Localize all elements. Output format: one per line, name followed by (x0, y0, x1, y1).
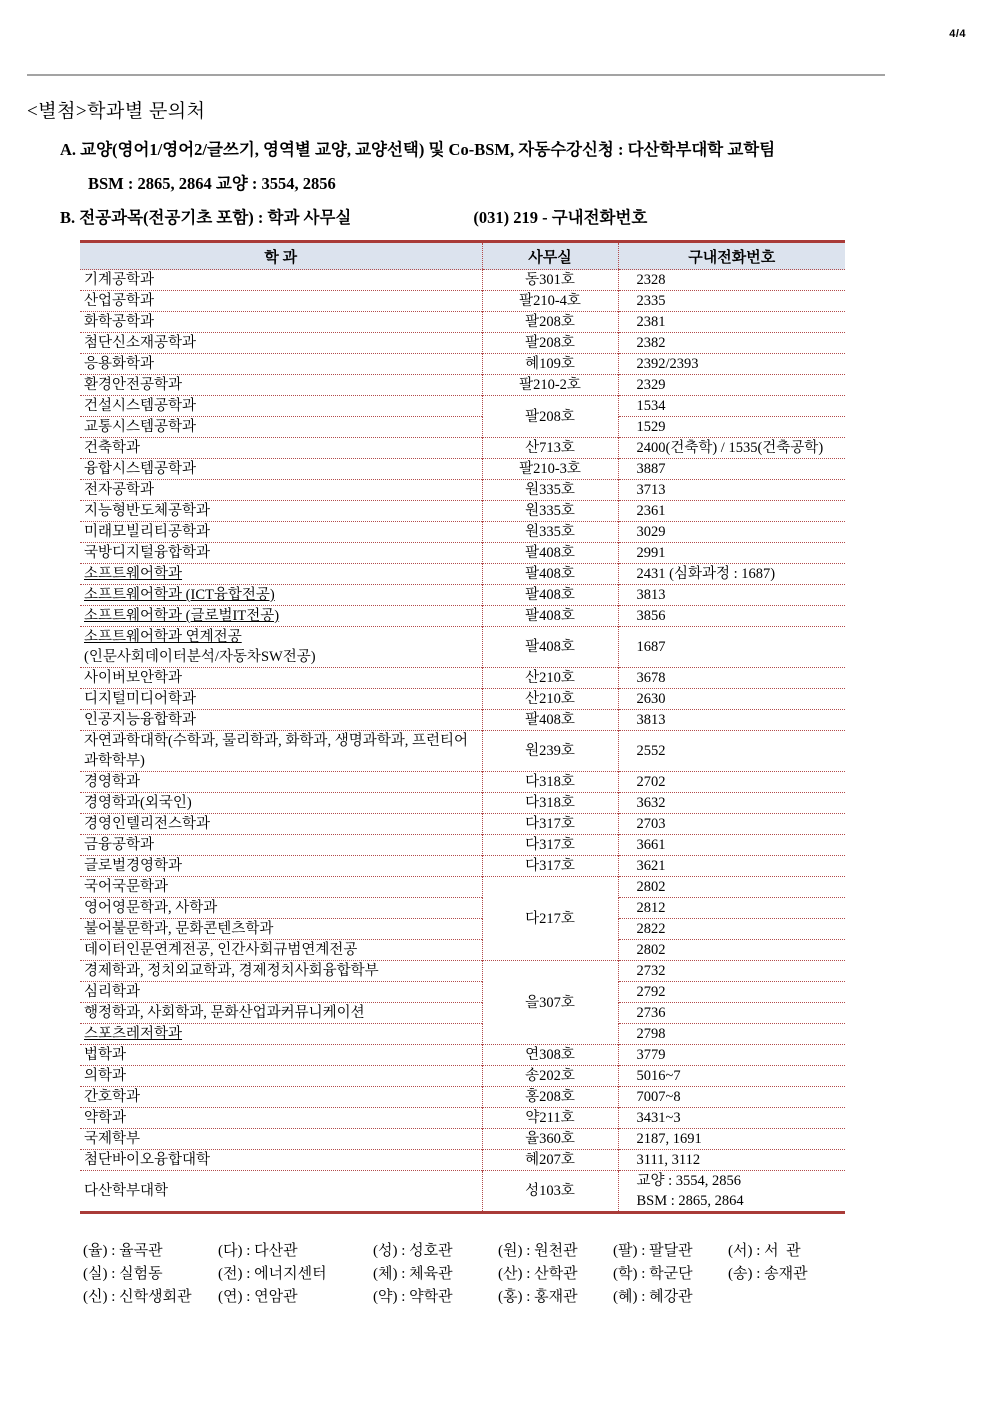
phone-cell: 2392/2393 (618, 354, 845, 375)
dept-cell: 소프트웨어학과 (ICT융합전공) (80, 585, 482, 606)
table-row (80, 333, 845, 354)
table-body (80, 270, 845, 1213)
legend-entry: (학) : 학군단 (613, 1266, 693, 1282)
office-cell: 산713호 (482, 438, 618, 459)
item-a-label: A. (60, 140, 77, 159)
table-row (80, 668, 845, 689)
dept-cell: 소프트웨어학과 연계전공 (인문사회데이터분석/자동차SW전공) (80, 627, 482, 668)
item-a-subline: BSM : 2865, 2864 교양 : 3554, 2856 (88, 174, 336, 193)
phone-cell: 2400(건축학) / 1535(건축공학) (618, 438, 845, 459)
legend-entry: (전) : 에너지센터 (218, 1266, 327, 1282)
table-row (80, 961, 845, 982)
dept-cell: 융합시스템공학과 (80, 459, 482, 480)
office-cell: 팔210-3호 (482, 459, 618, 480)
table-row (80, 501, 845, 522)
dept-cell: 첨단바이오융합대학 (80, 1150, 482, 1171)
office-cell: 팔408호 (482, 627, 618, 668)
office-cell: 팔408호 (482, 564, 618, 585)
office-cell: 연308호 (482, 1045, 618, 1066)
table-row (80, 689, 845, 710)
dept-cell: 심리학과 (80, 982, 482, 1003)
table-row (80, 606, 845, 627)
table-row (80, 856, 845, 877)
dept-cell: 건축학과 (80, 438, 482, 459)
table-row (80, 417, 845, 438)
dept-cell: 경영학과 (80, 772, 482, 793)
table-row (80, 1150, 845, 1171)
table-row (80, 1087, 845, 1108)
dept-cell: 경영학과(외국인) (80, 793, 482, 814)
table-row (80, 982, 845, 1003)
dept-cell: 법학과 (80, 1045, 482, 1066)
dept-cell: 데이터인문연계전공, 인간사회규범연계전공 (80, 940, 482, 961)
phone-cell: 2328 (618, 270, 845, 291)
office-cell: 다317호 (482, 835, 618, 856)
office-cell: 다217호 (482, 877, 618, 961)
phone-cell: 2736 (618, 1003, 845, 1024)
office-cell: 팔408호 (482, 606, 618, 627)
legend (83, 1240, 863, 1309)
dept-cell: 의학과 (80, 1066, 482, 1087)
table-row (80, 898, 845, 919)
phone-cell: 2381 (618, 312, 845, 333)
table-row (80, 1045, 845, 1066)
office-cell: 원335호 (482, 522, 618, 543)
dept-cell: 간호학과 (80, 1087, 482, 1108)
phone-cell: 2802 (618, 877, 845, 898)
phone-cell: 3856 (618, 606, 845, 627)
dept-cell: 약학과 (80, 1108, 482, 1129)
table-row (80, 543, 845, 564)
table-row (80, 1024, 845, 1045)
phone-cell: 2792 (618, 982, 845, 1003)
table-row (80, 480, 845, 501)
office-cell: 팔408호 (482, 710, 618, 731)
item-b-label: B. (60, 208, 76, 227)
office-cell: 을307호 (482, 961, 618, 1045)
phone-cell: 3779 (618, 1045, 845, 1066)
col-header-phone: 구내전화번호 (618, 242, 845, 270)
item-a-text: 교양(영어1/영어2/글쓰기, 영역별 교양, 교양선택) 및 Co-BSM, 자동수강신청 : 다산학부대학 교학팀 (80, 140, 776, 159)
table-header-row (80, 242, 845, 270)
office-cell: 원335호 (482, 501, 618, 522)
table-row (80, 1171, 845, 1213)
table-row (80, 1003, 845, 1024)
legend-entry: (혜) : 혜강관 (613, 1289, 693, 1305)
office-cell: 원335호 (482, 480, 618, 501)
phone-cell: 3111, 3112 (618, 1150, 845, 1171)
office-cell: 산210호 (482, 689, 618, 710)
table-row (80, 375, 845, 396)
phone-cell: 교양 : 3554, 2856 BSM : 2865, 2864 (618, 1171, 845, 1213)
phone-cell: 3431~3 (618, 1108, 845, 1129)
dept-cell: 금융공학과 (80, 835, 482, 856)
item-b-line (60, 206, 960, 230)
header-divider (27, 74, 885, 76)
dept-cell: 국제학부 (80, 1129, 482, 1150)
office-cell: 다318호 (482, 772, 618, 793)
dept-cell: 경제학과, 정치외교학과, 경제정치사회융합학부 (80, 961, 482, 982)
dept-cell: 교통시스템공학과 (80, 417, 482, 438)
table-row (80, 1108, 845, 1129)
table-row (80, 1066, 845, 1087)
phone-cell: 2187, 1691 (618, 1129, 845, 1150)
phone-cell: 2702 (618, 772, 845, 793)
phone-cell: 3661 (618, 835, 845, 856)
legend-entry: (체) : 체육관 (373, 1266, 453, 1282)
office-cell: 원239호 (482, 731, 618, 772)
legend-entry: (실) : 실험동 (83, 1266, 163, 1282)
legend-entry: (송) : 송재관 (728, 1266, 808, 1282)
dept-cell: 산업공학과 (80, 291, 482, 312)
office-cell: 팔208호 (482, 312, 618, 333)
table-row (80, 585, 845, 606)
table-row (80, 270, 845, 291)
table-row (80, 627, 845, 668)
office-cell: 율360호 (482, 1129, 618, 1150)
phone-cell: 2431 (심화과정 : 1687) (618, 564, 845, 585)
table-row (80, 438, 845, 459)
legend-entry: (율) : 율곡관 (83, 1243, 163, 1259)
table-row (80, 919, 845, 940)
dept-cell: 첨단신소재공학과 (80, 333, 482, 354)
table-row (80, 835, 845, 856)
phone-cell: 3813 (618, 710, 845, 731)
phone-cell: 5016~7 (618, 1066, 845, 1087)
phone-cell: 1687 (618, 627, 845, 668)
legend-entry: (신) : 신학생회관 (83, 1289, 192, 1305)
office-cell: 팔208호 (482, 333, 618, 354)
dept-cell: 미래모빌리티공학과 (80, 522, 482, 543)
table-row (80, 564, 845, 585)
office-cell: 약211호 (482, 1108, 618, 1129)
dept-cell: 행정학과, 사회학과, 문화산업과커뮤니케이션 (80, 1003, 482, 1024)
legend-entry: (성) : 성호관 (373, 1243, 453, 1259)
office-cell: 다317호 (482, 814, 618, 835)
dept-cell: 영어영문학과, 사학과 (80, 898, 482, 919)
dept-cell: 환경안전공학과 (80, 375, 482, 396)
phone-cell: 1534 (618, 396, 845, 417)
dept-cell: 건설시스템공학과 (80, 396, 482, 417)
table-row (80, 291, 845, 312)
col-header-office: 사무실 (482, 242, 618, 270)
dept-cell: 인공지능융합학과 (80, 710, 482, 731)
phone-cell: 1529 (618, 417, 845, 438)
office-cell: 팔210-2호 (482, 375, 618, 396)
phone-cell: 2335 (618, 291, 845, 312)
dept-cell: 지능형반도체공학과 (80, 501, 482, 522)
office-cell: 팔408호 (482, 543, 618, 564)
table-row (80, 814, 845, 835)
phone-cell: 3887 (618, 459, 845, 480)
dept-cell: 국어국문학과 (80, 877, 482, 898)
dept-cell: 소프트웨어학과 (80, 564, 482, 585)
legend-entry: (연) : 연암관 (218, 1289, 298, 1305)
phone-cell: 2812 (618, 898, 845, 919)
dept-cell: 경영인텔리전스학과 (80, 814, 482, 835)
dept-cell: 소프트웨어학과 (글로벌IT전공) (80, 606, 482, 627)
table-row (80, 459, 845, 480)
table-row (80, 1129, 845, 1150)
table-row (80, 731, 845, 772)
department-table (80, 240, 845, 1214)
phone-cell: 2802 (618, 940, 845, 961)
dept-cell: 글로벌경영학과 (80, 856, 482, 877)
item-b-phone-note: (031) 219 - 구내전화번호 (473, 208, 648, 227)
dept-cell: 응용화학과 (80, 354, 482, 375)
legend-entry: (홍) : 홍재관 (498, 1289, 578, 1305)
office-cell: 팔210-4호 (482, 291, 618, 312)
office-cell: 팔208호 (482, 396, 618, 438)
dept-cell: 기계공학과 (84, 272, 155, 288)
phone-cell: 2798 (618, 1024, 845, 1045)
office-cell: 동301호 (482, 270, 618, 291)
phone-cell: 3713 (618, 480, 845, 501)
table-row (80, 772, 845, 793)
office-cell: 팔408호 (482, 585, 618, 606)
dept-cell: 스포츠레저학과 (80, 1024, 482, 1045)
phone-cell: 2991 (618, 543, 845, 564)
office-cell: 송202호 (482, 1066, 618, 1087)
phone-cell: 3813 (618, 585, 845, 606)
legend-entry: (산) : 산학관 (498, 1266, 578, 1282)
office-cell: 산210호 (482, 668, 618, 689)
legend-entry: (약) : 약학관 (373, 1289, 453, 1305)
dept-cell: 불어불문학과, 문화콘텐츠학과 (80, 919, 482, 940)
page-title: <별첨>학과별 문의처 (27, 101, 206, 122)
legend-entry: (팔) : 팔달관 (613, 1243, 693, 1259)
table-row (80, 312, 845, 333)
table-row (80, 940, 845, 961)
office-cell: 다318호 (482, 793, 618, 814)
office-cell: 혜207호 (482, 1150, 618, 1171)
phone-cell: 2329 (618, 375, 845, 396)
phone-cell: 3029 (618, 522, 845, 543)
phone-cell: 2361 (618, 501, 845, 522)
legend-entry: (원) : 원천관 (498, 1243, 578, 1259)
dept-cell: 자연과학대학(수학과, 물리학과, 화학과, 생명과학과, 프런티어 과학학부) (80, 731, 482, 772)
dept-cell: 국방디지털융합학과 (80, 543, 482, 564)
phone-cell: 3678 (618, 668, 845, 689)
table-row (80, 522, 845, 543)
dept-cell: 사이버보안학과 (80, 668, 482, 689)
dept-cell: 디지털미디어학과 (80, 689, 482, 710)
table-row (80, 877, 845, 898)
office-cell: 혜109호 (482, 354, 618, 375)
table-row (80, 354, 845, 375)
office-cell: 다317호 (482, 856, 618, 877)
phone-cell: 2732 (618, 961, 845, 982)
phone-cell: 2822 (618, 919, 845, 940)
page-number: 4/4 (949, 28, 966, 40)
phone-cell: 3632 (618, 793, 845, 814)
phone-cell: 2552 (618, 731, 845, 772)
table-row (80, 710, 845, 731)
dept-cell: 다산학부대학 (80, 1171, 482, 1213)
table-row (80, 793, 845, 814)
phone-cell: 2382 (618, 333, 845, 354)
legend-entry: (서) : 서 관 (728, 1243, 801, 1259)
department-table-wrap (80, 240, 845, 1214)
dept-cell: 전자공학과 (80, 480, 482, 501)
col-header-dept: 학 과 (80, 242, 482, 270)
item-b-text: 전공과목(전공기초 포함) : 학과 사무실 (79, 208, 352, 227)
dept-cell: 화학공학과 (80, 312, 482, 333)
legend-entry: (다) : 다산관 (218, 1243, 298, 1259)
table-head (80, 242, 845, 270)
phone-cell: 2703 (618, 814, 845, 835)
office-cell: 홍208호 (482, 1087, 618, 1108)
office-cell: 성103호 (482, 1171, 618, 1213)
item-a-line (60, 138, 960, 162)
phone-cell: 7007~8 (618, 1087, 845, 1108)
phone-cell: 3621 (618, 856, 845, 877)
table-row (80, 396, 845, 417)
intro-section (60, 138, 960, 240)
phone-cell: 2630 (618, 689, 845, 710)
